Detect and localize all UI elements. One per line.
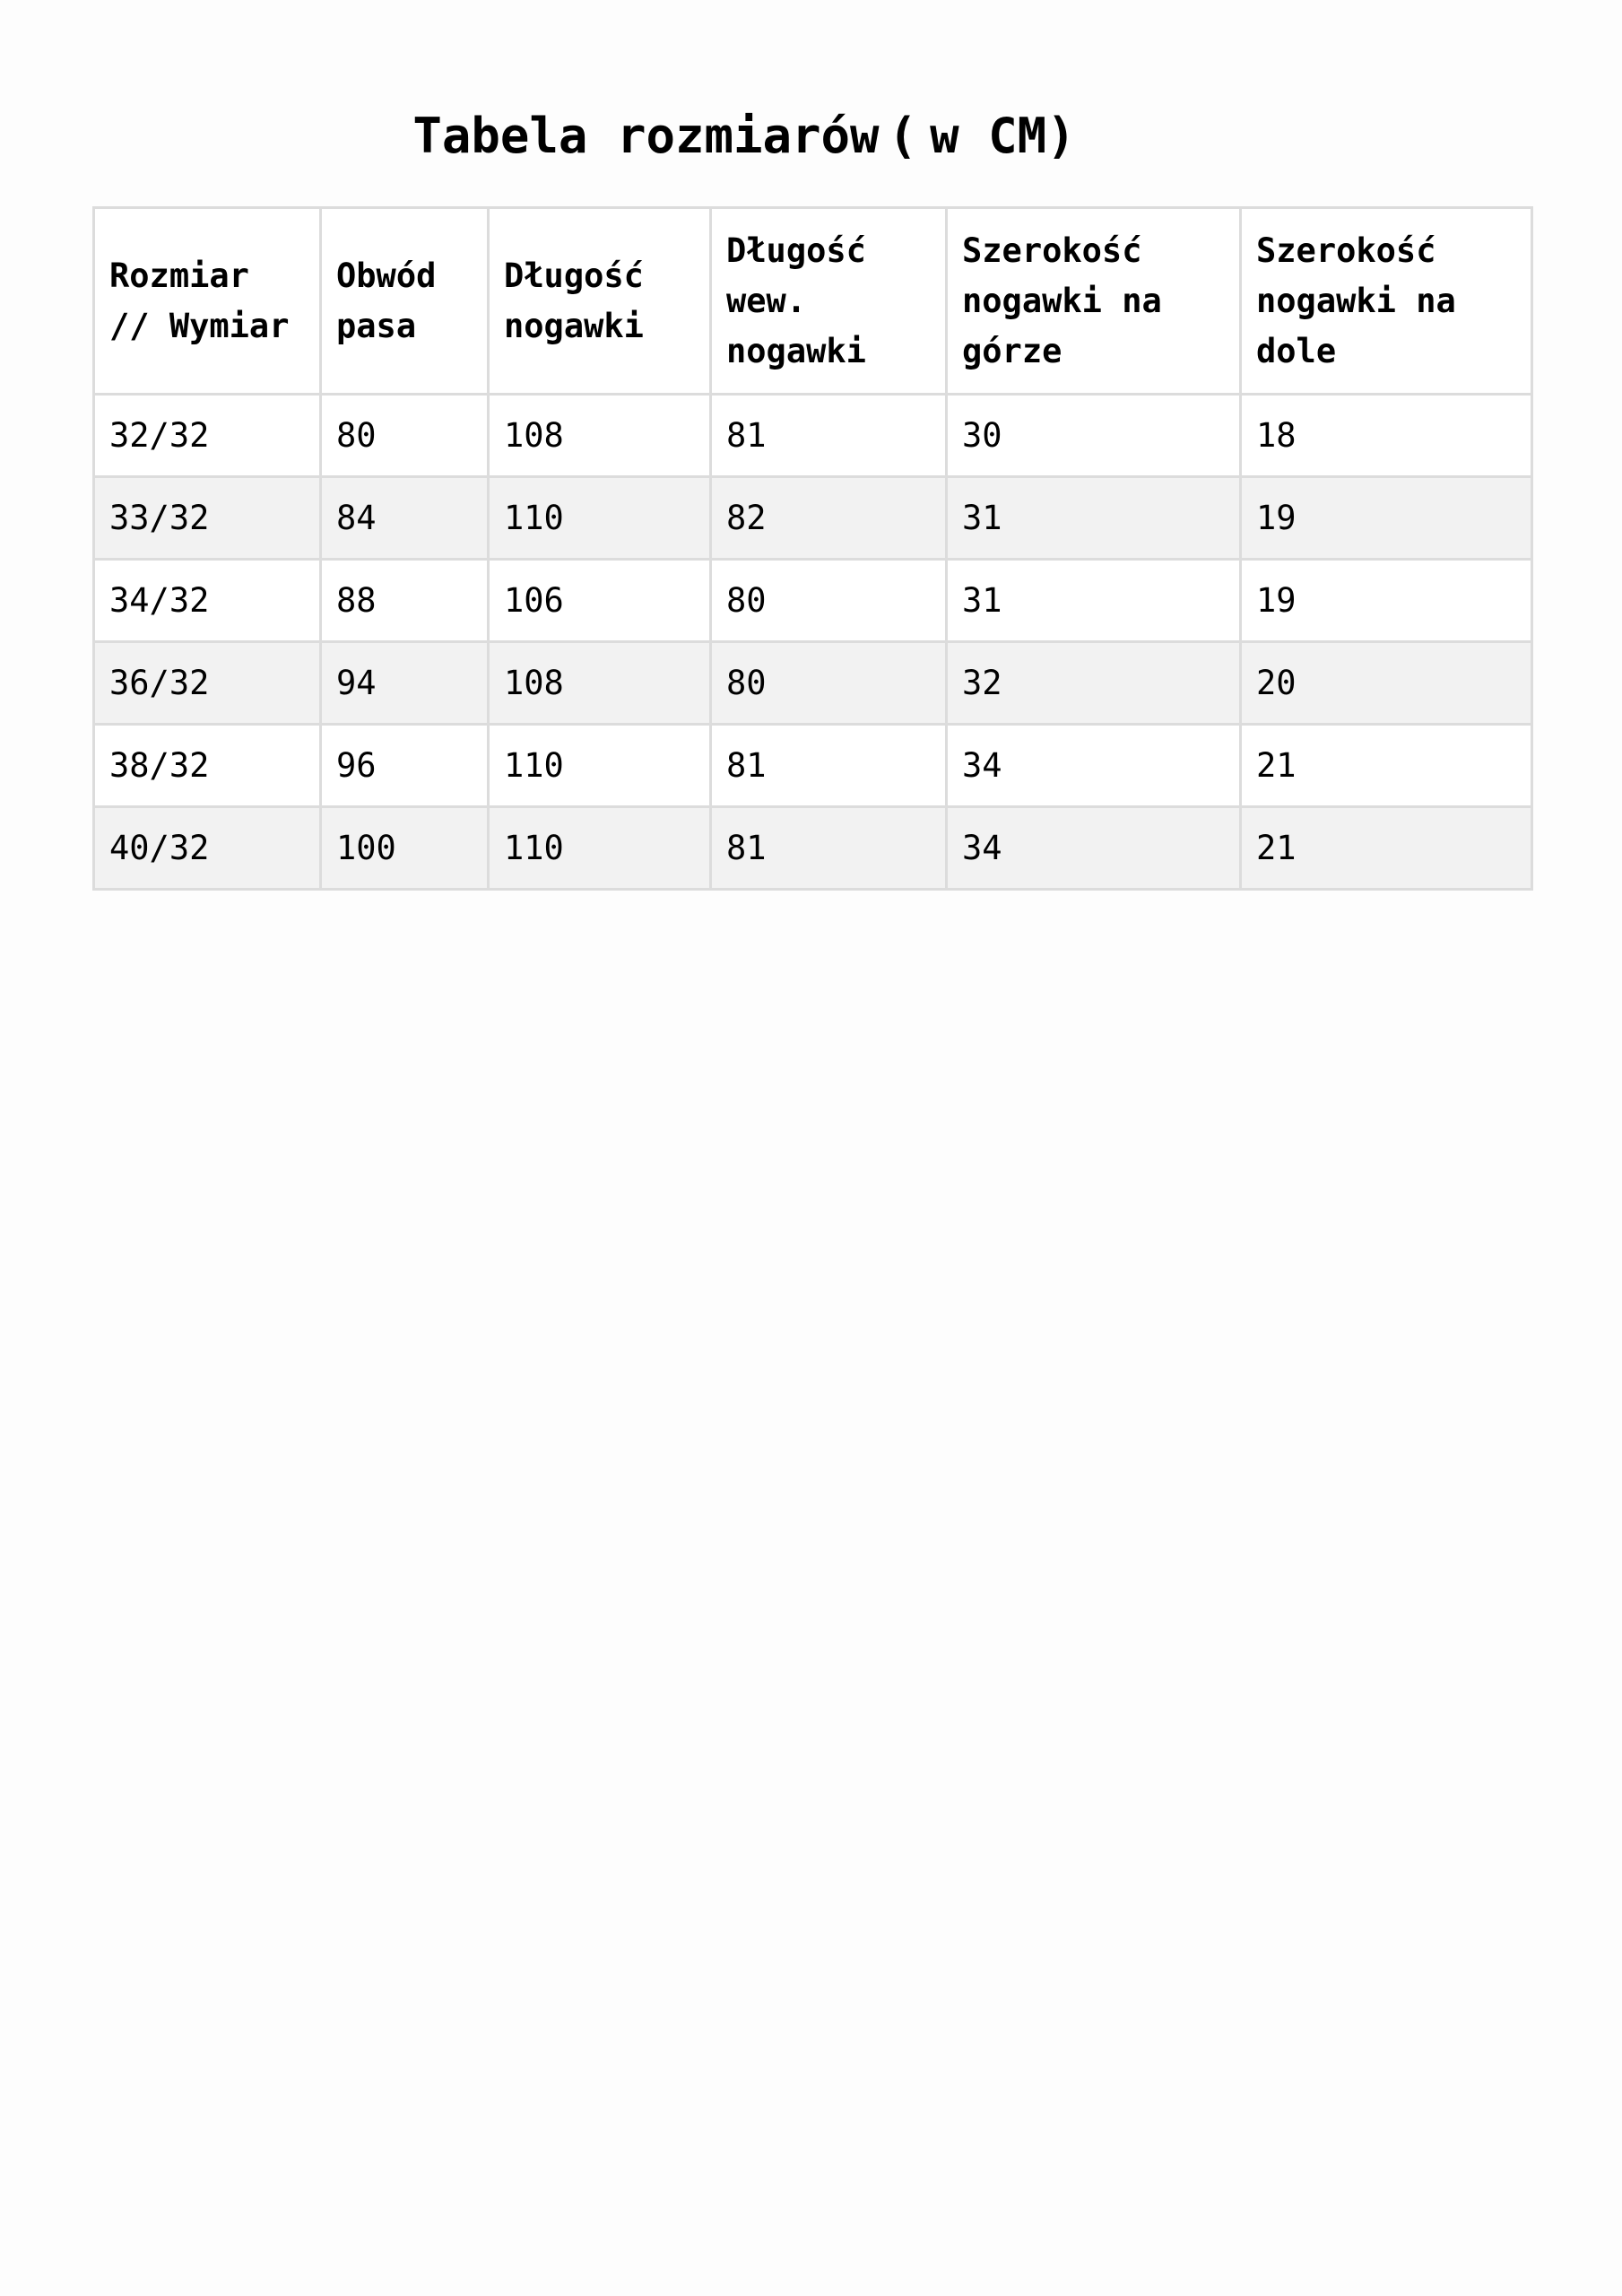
table-cell: 100 [321, 807, 489, 890]
table-cell: 81 [711, 725, 947, 807]
header-line: nogawki na [1256, 281, 1456, 320]
table-cell: 36/32 [94, 642, 321, 725]
table-cell: 110 [489, 807, 711, 890]
size-table [92, 206, 1533, 891]
table-row [94, 807, 1532, 890]
table-cell: 81 [711, 395, 947, 477]
table-cell: 32 [947, 642, 1241, 725]
table-header-row [94, 208, 1532, 395]
table-cell: 34 [947, 725, 1241, 807]
header-line: Długość [726, 230, 866, 270]
table-cell: 31 [947, 477, 1241, 560]
header-size [94, 208, 321, 395]
header-line: dole [1256, 331, 1337, 370]
table-cell: 34/32 [94, 560, 321, 642]
table-cell: 31 [947, 560, 1241, 642]
table-cell: 21 [1241, 725, 1532, 807]
table-cell: 108 [489, 395, 711, 477]
table-cell: 80 [711, 642, 947, 725]
page-title [0, 100, 1488, 172]
table-cell: 20 [1241, 642, 1532, 725]
header-line: Szerokość [1256, 230, 1436, 270]
header-line: nogawki na [962, 281, 1162, 320]
table-cell: 40/32 [94, 807, 321, 890]
table-cell: 19 [1241, 477, 1532, 560]
table-cell: 94 [321, 642, 489, 725]
table-cell: 110 [489, 477, 711, 560]
table-cell: 110 [489, 725, 711, 807]
header-leg-length [489, 208, 711, 395]
header-inseam [711, 208, 947, 395]
table-cell: 106 [489, 560, 711, 642]
table-cell: 96 [321, 725, 489, 807]
title-unit: w CM) [930, 108, 1076, 164]
table-cell: 38/32 [94, 725, 321, 807]
table-cell: 30 [947, 395, 1241, 477]
table-row [94, 642, 1532, 725]
table-row [94, 477, 1532, 560]
table-cell: 108 [489, 642, 711, 725]
table-cell: 21 [1241, 807, 1532, 890]
table-cell: 32/32 [94, 395, 321, 477]
header-line: nogawki [504, 306, 644, 345]
header-line: Długość [504, 256, 644, 295]
header-line: nogawki [726, 331, 866, 370]
table-row [94, 560, 1532, 642]
header-line: Obwód [336, 256, 437, 295]
table-cell: 34 [947, 807, 1241, 890]
table-row [94, 725, 1532, 807]
table-cell: 81 [711, 807, 947, 890]
header-waist [321, 208, 489, 395]
table-cell: 82 [711, 477, 947, 560]
header-line: // Wymiar [109, 306, 290, 345]
header-width-bottom [1241, 208, 1532, 395]
table-cell: 88 [321, 560, 489, 642]
title-main: Tabela rozmiarów [412, 108, 880, 164]
header-width-top [947, 208, 1241, 395]
header-line: górze [962, 331, 1063, 370]
table-cell: 19 [1241, 560, 1532, 642]
table-cell: 84 [321, 477, 489, 560]
header-line: Rozmiar [109, 256, 249, 295]
table-cell: 80 [321, 395, 489, 477]
header-line: Szerokość [962, 230, 1142, 270]
table-row [94, 395, 1532, 477]
table-cell: 18 [1241, 395, 1532, 477]
header-line: pasa [336, 306, 417, 345]
header-line: wew. [726, 281, 807, 320]
title-paren: ( [888, 108, 918, 164]
table-cell: 80 [711, 560, 947, 642]
table-cell: 33/32 [94, 477, 321, 560]
